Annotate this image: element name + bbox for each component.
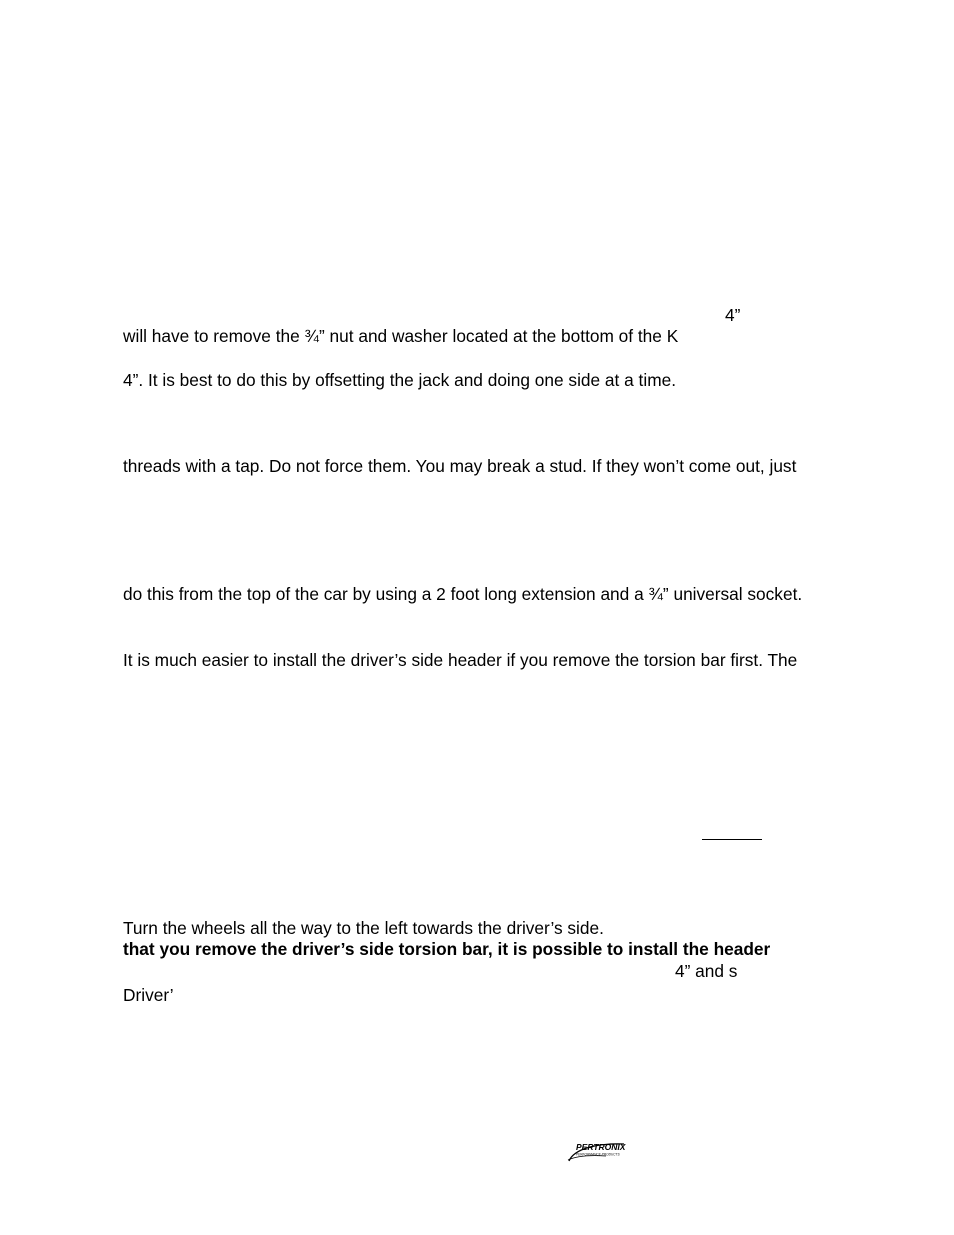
logo-text: PERTRONIX — [576, 1142, 626, 1152]
text-line-fragment: 4” — [725, 305, 741, 325]
text-line-fragment: 4” and s — [675, 961, 738, 981]
logo-subtext: PERFORMANCE PRODUCTS — [576, 1152, 620, 1157]
text-line: 4”. It is best to do this by offsetting the jack and doing one side at a time. — [123, 370, 677, 390]
underline-rule — [702, 839, 762, 840]
text-line: will have to remove the ¾” nut and washer located at the bottom of the K — [123, 326, 679, 346]
text-line: threads with a tap. Do not force them. You may break a stud. If they won’t come out, just — [123, 456, 797, 476]
text-line: Turn the wheels all the way to the left towards the driver’s side. — [123, 918, 604, 938]
bold-text-line: that you remove the driver’s side torsion bar, it is possible to install the header — [123, 939, 771, 959]
text-line-fragment: Driver’ — [123, 985, 174, 1005]
text-line: do this from the top of the car by using a 2 foot long extension and a ¾” universal socket. — [123, 584, 803, 604]
pertronix-logo — [566, 1137, 628, 1163]
text-line: It is much easier to install the driver’s side header if you remove the torsion bar first. The — [123, 650, 798, 670]
